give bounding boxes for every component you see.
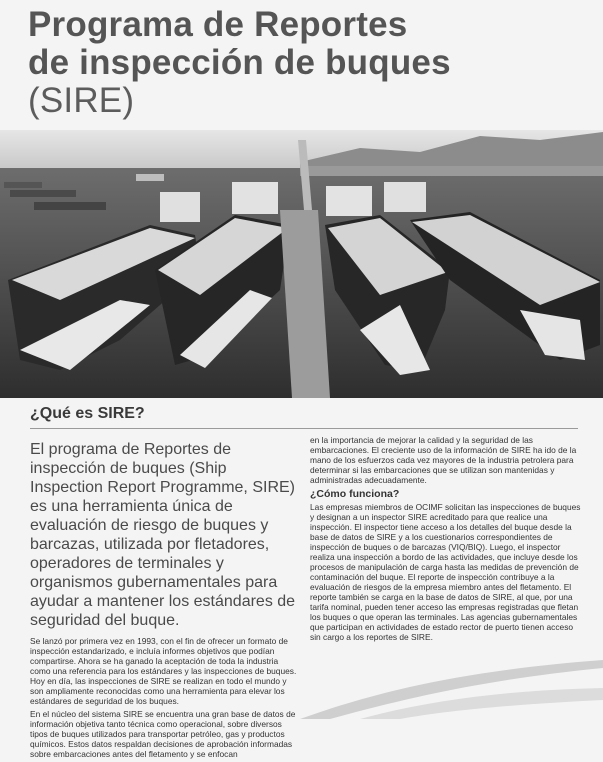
page-title — [28, 6, 451, 120]
section-heading: ¿Qué es SIRE? — [30, 405, 145, 422]
section-header — [30, 404, 578, 429]
continuation-paragraph: en la importancia de mejorar la calidad y la seguridad de las embarcaciones. El creciente uso de la información de SIRE ha ido de la mano de los esfuerzos cada vez mayores de la industria petrolera para determinar si las embarcaciones que se utilizan son mantenidas y administradas adecuadamente. — [310, 435, 577, 485]
lead-paragraph: El programa de Reportes de inspección de buques (Ship Inspection Report Programme, SIRE) es una herramienta única de evaluación de riesgo de buques y barcazas, utilizada por fletadores, operadores de terminales y organismos gubernamentales para ayudar a mantener los estándares de seguridad del buque. — [30, 441, 296, 629]
database-paragraph: En el núcleo del sistema SIRE se encuentra una gran base de datos de información objetiva tanto técnica como operacional, sobre diversos tipos de buques utilizados para transportar petróleo, gas y productos químicos. Estos datos respaldan decisiones de aprobación informadas sobre embarcaciones antes del fletamento y se enfocan — [30, 709, 296, 759]
ships-photo — [0, 130, 603, 398]
history-paragraph: Se lanzó por primera vez en 1993, con el fin de ofrecer un formato de inspección estandarizado, e incluía informes objetivos que podían compartirse. Ahora se ha ganado la aceptación de toda la industria como una referencia para los estándares y las inspecciones de buques. Hoy en día, las inspecciones de SIRE se realizan en todo el mundo y son ampliamente reconocidas como una herramienta para elevar los estándares de seguridad de los buques. — [30, 636, 297, 706]
title-line-3: (SIRE) — [28, 81, 135, 120]
left-column — [30, 440, 298, 762]
ships-illustration — [0, 130, 603, 398]
title-line-2: de inspección de buques — [28, 43, 451, 82]
how-it-works-paragraph: Las empresas miembros de OCIMF solicitan las inspecciones de buques y designan a un inspector SIRE acreditado para que realice una inspección. El inspector tiene acceso a los detalles del buque desde la base de datos de SIRE y a los cuestionarios correspondientes de inspección de buques o de barcazas (VIQ/BIQ). Luego, el inspector realiza una inspección a bordo de las actividades, que incluye desde los procesos de manipulación de carga hasta las medidas de prevención de contaminación del buque. El reporte de inspección contribuye a la evaluación de riesgos de la empresa miembro antes del fletamento. El reporte también se carga en la base de datos de SIRE, al que, por una tarifa nominal, pueden tener acceso las empresas registradas que fletan los buques o que operan las terminales. Las agencias gubernamentales que participan en actividades de estado rector de puerto tienen acceso sin cargo a los reportes de SIRE. — [310, 502, 581, 642]
how-it-works-heading: ¿Cómo funciona? — [310, 488, 400, 500]
title-line-1: Programa de Reportes — [28, 5, 408, 44]
right-column — [310, 435, 582, 645]
